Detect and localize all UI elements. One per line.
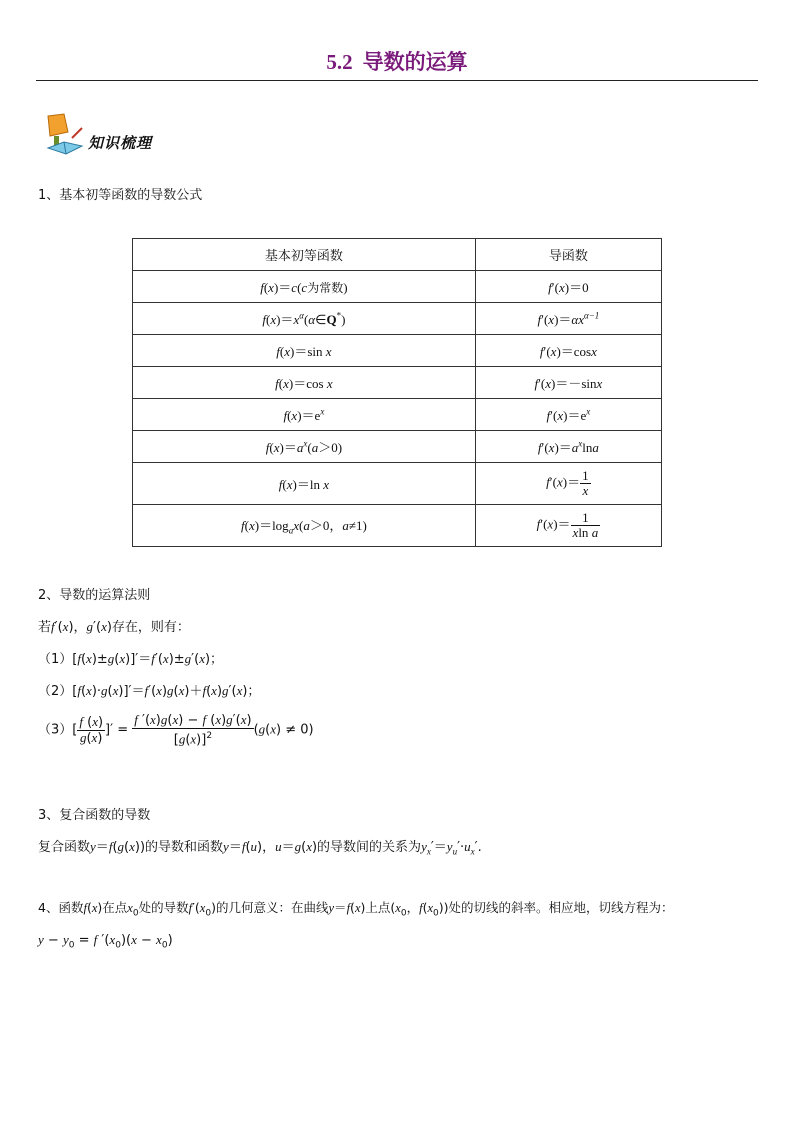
section-number: 5.2 bbox=[326, 50, 353, 74]
table-row bbox=[133, 505, 662, 547]
cell-function: $f(x)=x^\alpha(\alpha\in Q^*)$ bbox=[133, 303, 476, 335]
rule-product: （2）[f(x)·g(x)]′＝f′(x)g(x)＋f(x)g′(x)； bbox=[38, 683, 261, 699]
derivative-table bbox=[132, 238, 662, 547]
heading-rules: 2、导数的运算法则 bbox=[38, 588, 151, 603]
cell-function: $f(x)=e^x$ bbox=[133, 399, 476, 431]
composite-rule: 复合函数y＝f(g(x))的导数和函数y＝f(u)，u＝g(x)的导数间的关系为$y_x'=y_u'\cdot u_x'$. bbox=[38, 839, 482, 857]
heading-derivative-formulas: 1、基本初等函数的导数公式 bbox=[38, 188, 203, 203]
section-title: 导数的运算 bbox=[362, 50, 468, 74]
cell-derivative: f′(x)＝－sinx bbox=[475, 367, 661, 399]
heading-composite: 3、复合函数的导数 bbox=[38, 808, 151, 823]
table-header-row bbox=[133, 239, 662, 271]
table-row bbox=[133, 431, 662, 463]
rule-sum: （1）[f(x)±g(x)]′＝f′(x)±g′(x)； bbox=[38, 651, 224, 667]
header-function: 基本初等函数 bbox=[133, 239, 476, 271]
knowledge-badge bbox=[42, 112, 202, 156]
badge-label: 知识梳理 bbox=[88, 134, 153, 152]
table-row bbox=[133, 335, 662, 367]
cell-derivative: $f'(x)=a^x\ln a$ bbox=[475, 431, 661, 463]
cell-function: f(x)＝sin x bbox=[133, 335, 476, 367]
page-title bbox=[0, 46, 794, 76]
table-row bbox=[133, 463, 662, 505]
lamp-book-icon bbox=[42, 112, 88, 156]
rules-intro: 若f′(x)，g′(x)存在，则有： bbox=[38, 619, 190, 635]
table-row bbox=[133, 367, 662, 399]
cell-derivative: f′(x)＝ $\frac{1}{x}$ bbox=[475, 463, 661, 505]
cell-derivative: f′(x)＝cosx bbox=[475, 335, 661, 367]
cell-derivative: $f'(x)=\alpha x^{\alpha-1}$ bbox=[475, 303, 661, 335]
cell-function: $f(x)=\log_ax(a>0$，a≠1) bbox=[133, 505, 476, 547]
cell-derivative: f′(x)＝0 bbox=[475, 271, 661, 303]
rule-quotient: （3）[ $\frac{f (x)}{g(x)}$ ]′ = $\frac{f '(x)g(x) - f (x)g'(x)}{[g(x)]^2}$ (g(x) ≠ 0) bbox=[38, 712, 314, 748]
cell-derivative: $f'(x)=e^x$ bbox=[475, 399, 661, 431]
table-row bbox=[133, 303, 662, 335]
cell-function: f(x)＝ln x bbox=[133, 463, 476, 505]
table-row bbox=[133, 271, 662, 303]
cell-function: $f(x)=a^x(a>0)$ bbox=[133, 431, 476, 463]
cell-function: f(x)＝c(c为常数) bbox=[133, 271, 476, 303]
cell-derivative: f′(x)＝ $\frac{1}{\text{xln a}}$ bbox=[475, 505, 661, 547]
cell-function: f(x)＝cos x bbox=[133, 367, 476, 399]
title-rule bbox=[36, 80, 758, 81]
tangent-equation: $y - y_0 = f$ $'(x_0)(x - x_0)$ bbox=[38, 932, 173, 951]
geometric-meaning: 4、函数f(x)在点$x_0$处的导数$f'(x_0)$的几何意义：在曲线y＝f(x)上点($x_0$，$f(x_0)$)处的切线的斜率。相应地，切线方程为： bbox=[38, 900, 674, 919]
table-row bbox=[133, 399, 662, 431]
header-derivative: 导函数 bbox=[475, 239, 661, 271]
